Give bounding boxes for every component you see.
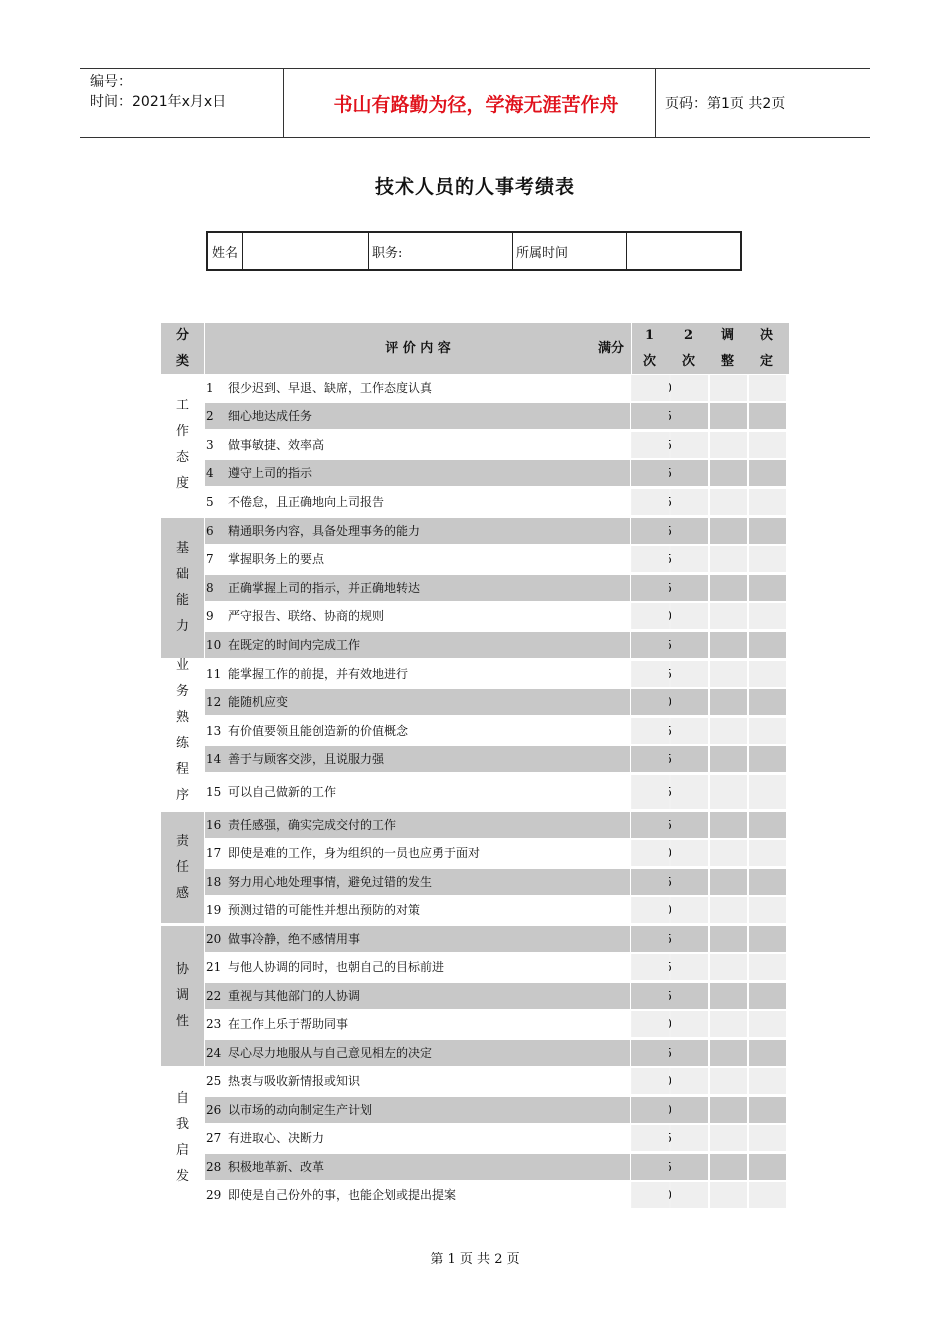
item-number: 18 [205,869,228,895]
category-char: 性 [175,1014,189,1029]
table-row [204,1154,789,1180]
score-second-cell[interactable] [671,1011,708,1037]
score-second-cell[interactable] [671,632,708,658]
item-number: 19 [205,897,228,923]
category-char: 协 [175,962,189,977]
item-text: 与他人协调的同时，也朝自己的目标前进 [227,954,630,980]
score-decision-cell[interactable] [749,518,786,544]
score-second-cell[interactable] [671,926,708,952]
score-second-cell[interactable] [671,746,708,772]
score-first-cell[interactable] [632,869,669,895]
item-number: 14 [205,746,228,772]
score-first-cell[interactable] [632,1040,669,1066]
category-char: 任 [175,859,189,875]
score-first-cell[interactable] [632,897,669,923]
score-second-cell[interactable] [671,1040,708,1066]
item-number: 16 [205,812,228,838]
score-adjust-cell[interactable] [710,718,747,744]
table-row [204,1068,789,1094]
score-second-cell[interactable] [671,489,708,515]
score-second-cell[interactable] [671,575,708,601]
score-adjust-cell[interactable] [710,460,747,486]
score-adjust-cell[interactable] [710,775,747,809]
score-first-cell[interactable] [632,403,669,429]
score-first-cell[interactable] [632,432,669,458]
score-decision-cell[interactable] [749,746,786,772]
table-row [204,460,789,486]
score-second-cell[interactable] [671,812,708,838]
item-number: 7 [205,546,228,572]
header-second: 2 次 [681,328,695,369]
category-cell [161,375,204,515]
header-adjust: 调 整 [720,328,734,369]
score-decision-cell[interactable] [749,840,786,866]
score-adjust-cell[interactable] [710,632,747,658]
item-number: 26 [205,1097,228,1123]
score-adjust-cell[interactable] [710,575,747,601]
header-divider [655,69,656,137]
table-row [204,518,789,544]
table-row [204,746,789,772]
score-decision-cell[interactable] [749,983,786,1009]
score-first-cell[interactable] [632,661,669,687]
score-second-cell[interactable] [671,775,708,809]
category-char: 态 [175,450,189,465]
category-cell [161,1068,204,1208]
score-second-cell[interactable] [671,869,708,895]
score-decision-cell[interactable] [749,1154,786,1180]
table-row [204,432,789,458]
table-row [204,546,789,572]
score-decision-cell[interactable] [749,954,786,980]
score-adjust-cell[interactable] [710,954,747,980]
score-adjust-cell[interactable] [710,840,747,866]
score-first-cell[interactable] [632,460,669,486]
item-text: 即使是自己份外的事，也能企划或提出提案 [227,1182,630,1208]
period-label: 所属时间 [516,245,569,261]
table-row [204,1097,789,1123]
score-first-cell[interactable] [632,926,669,952]
score-decision-cell[interactable] [749,926,786,952]
cell-divider [242,233,243,269]
score-second-cell[interactable] [671,603,708,629]
header-category: 分 类 [161,323,204,374]
header-first: 1 次 [642,328,656,369]
category-char: 程 [175,762,189,777]
category-char: 能 [175,593,189,608]
score-second-cell[interactable] [671,689,708,715]
category-char: 责 [175,833,189,849]
category-char: 感 [175,885,189,901]
table-row [204,575,789,601]
item-text: 在既定的时间内完成工作 [227,632,630,658]
score-second-cell[interactable] [671,460,708,486]
score-decision-cell[interactable] [749,812,786,838]
evaluation-table [161,323,789,1210]
score-first-cell[interactable] [632,603,669,629]
score-first-cell[interactable] [632,775,669,809]
item-text: 掌握职务上的要点 [227,546,630,572]
score-adjust-cell[interactable] [710,812,747,838]
item-text: 热衷与吸收新情报或知识 [227,1068,630,1094]
category-char: 度 [175,476,189,491]
score-first-cell[interactable] [632,1125,669,1151]
item-number: 25 [205,1068,228,1094]
score-decision-cell[interactable] [749,1040,786,1066]
table-row [204,718,789,744]
item-number: 29 [205,1182,228,1208]
score-second-cell[interactable] [671,1154,708,1180]
score-second-cell[interactable] [671,518,708,544]
score-first-cell[interactable] [632,983,669,1009]
score-decision-cell[interactable] [749,632,786,658]
item-text: 精通职务内容，具备处理事务的能力 [227,518,630,544]
category-char: 启 [175,1143,189,1158]
item-text: 遵守上司的指示 [227,460,630,486]
item-text: 善于与顾客交涉，且说服力强 [227,746,630,772]
score-adjust-cell[interactable] [710,1182,747,1208]
score-adjust-cell[interactable] [710,375,747,401]
score-adjust-cell[interactable] [710,518,747,544]
item-text: 预测过错的可能性并想出预防的对策 [227,897,630,923]
table-row [204,926,789,952]
category-char: 力 [175,619,189,634]
header-content: 评 价 内 容 [205,323,631,374]
category-char: 熟 [175,710,189,725]
table-row [204,661,789,687]
item-text: 细心地达成任务 [227,403,630,429]
category-char: 作 [175,424,189,439]
score-decision-cell[interactable] [749,661,786,687]
score-first-cell[interactable] [632,1182,669,1208]
score-second-cell[interactable] [671,1182,708,1208]
item-number: 17 [205,840,228,866]
score-adjust-cell[interactable] [710,897,747,923]
table-row [204,1182,789,1208]
table-row [204,489,789,515]
score-decision-cell[interactable] [749,460,786,486]
item-number: 10 [205,632,228,658]
page-footer: 第 1 页 共 2 页 [430,1252,520,1267]
score-second-cell[interactable] [671,1097,708,1123]
score-second-cell[interactable] [671,954,708,980]
score-decision-cell[interactable] [749,1068,786,1094]
position-field[interactable] [418,233,508,269]
table-row [204,375,789,401]
score-decision-cell[interactable] [749,775,786,809]
score-decision-cell[interactable] [749,1182,786,1208]
item-text: 有价值要领且能创造新的价值概念 [227,718,630,744]
header-decision: 决 定 [759,328,773,369]
item-number: 22 [205,983,228,1009]
table-row [204,1040,789,1066]
score-first-cell[interactable] [632,518,669,544]
score-second-cell[interactable] [671,375,708,401]
item-text: 以市场的动向制定生产计划 [227,1097,630,1123]
item-number: 20 [205,926,228,952]
score-decision-cell[interactable] [749,375,786,401]
cell-divider [368,233,369,269]
score-second-cell[interactable] [671,1068,708,1094]
item-number: 11 [205,661,228,687]
score-first-cell[interactable] [632,575,669,601]
cell-divider [626,233,627,269]
score-adjust-cell[interactable] [710,546,747,572]
score-first-cell[interactable] [632,632,669,658]
score-second-cell[interactable] [671,983,708,1009]
item-text: 责任感强，确实完成交付的工作 [227,812,630,838]
document-header [80,68,870,138]
score-first-cell[interactable] [632,718,669,744]
score-first-cell[interactable] [632,546,669,572]
score-adjust-cell[interactable] [710,689,747,715]
category-char: 调 [175,988,189,1003]
table-row [204,689,789,715]
item-number: 4 [205,460,228,486]
score-first-cell[interactable] [632,375,669,401]
table-row [204,983,789,1009]
score-decision-cell[interactable] [749,603,786,629]
category-char: 务 [175,684,189,699]
score-first-cell[interactable] [632,689,669,715]
item-number: 1 [205,375,228,401]
table-row [204,1125,789,1151]
category-cell [161,926,204,1066]
score-decision-cell[interactable] [749,897,786,923]
item-number: 6 [205,518,228,544]
item-number: 2 [205,403,228,429]
document-title: 技术人员的人事考绩表 [374,176,575,198]
category-char: 业 [175,658,189,673]
item-text: 在工作上乐于帮助同事 [227,1011,630,1037]
score-first-cell[interactable] [632,1097,669,1123]
score-adjust-cell[interactable] [710,1097,747,1123]
score-decision-cell[interactable] [749,489,786,515]
table-row [204,812,789,838]
item-text: 积极地革新、改革 [227,1154,630,1180]
table-row [204,897,789,923]
score-first-cell[interactable] [632,1011,669,1037]
item-text: 做事敏捷、效率高 [227,432,630,458]
score-second-cell[interactable] [671,840,708,866]
item-number: 12 [205,689,228,715]
score-adjust-cell[interactable] [710,403,747,429]
page-code: 页码：第1页 共2页 [665,96,786,112]
header-max: 满分 [597,341,624,356]
item-text: 严守报告、联络、协商的规则 [227,603,630,629]
score-first-cell[interactable] [632,1154,669,1180]
category-cell [161,658,204,803]
item-text: 努力用心地处理事情，避免过错的发生 [227,869,630,895]
category-char: 自 [175,1091,189,1106]
item-text: 尽心尽力地服从与自己意见相左的决定 [227,1040,630,1066]
score-second-cell[interactable] [671,897,708,923]
item-number: 5 [205,489,228,515]
name-label: 姓名 [212,245,239,261]
score-decision-cell[interactable] [749,689,786,715]
item-text: 能随机应变 [227,689,630,715]
item-text: 很少迟到、早退、缺席，工作态度认真 [227,375,630,401]
score-adjust-cell[interactable] [710,869,747,895]
item-number: 13 [205,718,228,744]
cell-divider [512,233,513,269]
item-text: 不倦怠，且正确地向上司报告 [227,489,630,515]
name-field[interactable] [246,233,366,269]
category-char: 工 [175,398,189,413]
score-first-cell[interactable] [632,489,669,515]
item-number: 21 [205,954,228,980]
score-adjust-cell[interactable] [710,1154,747,1180]
position-label: 职务: [372,245,403,261]
score-decision-cell[interactable] [749,575,786,601]
score-second-cell[interactable] [671,403,708,429]
motto: 书山有路勤为径，学海无涯苦作舟 [333,93,619,116]
category-char: 练 [175,736,189,751]
category-char: 发 [175,1169,189,1184]
score-decision-cell[interactable] [749,1125,786,1151]
score-adjust-cell[interactable] [710,603,747,629]
score-second-cell[interactable] [671,1125,708,1151]
table-row [204,403,789,429]
table-row [204,1011,789,1037]
score-first-cell[interactable] [632,1068,669,1094]
item-text: 正确掌握上司的指示，并正确地转达 [227,575,630,601]
period-field[interactable] [630,233,738,269]
score-decision-cell[interactable] [749,718,786,744]
item-text: 能掌握工作的前提，并有效地进行 [227,661,630,687]
score-adjust-cell[interactable] [710,1068,747,1094]
category-char: 序 [175,788,189,803]
score-adjust-cell[interactable] [710,746,747,772]
category-char: 我 [175,1117,189,1132]
category-cell [161,518,204,658]
score-first-cell[interactable] [632,954,669,980]
score-decision-cell[interactable] [749,546,786,572]
score-second-cell[interactable] [671,718,708,744]
table-row [204,632,789,658]
item-text: 重视与其他部门的人协调 [227,983,630,1009]
score-first-cell[interactable] [632,812,669,838]
item-number: 23 [205,1011,228,1037]
score-decision-cell[interactable] [749,1097,786,1123]
item-text: 可以自己做新的工作 [227,775,630,809]
table-row [204,954,789,980]
item-text: 有进取心、决断力 [227,1125,630,1151]
score-adjust-cell[interactable] [710,926,747,952]
date-label: 时间：2021年x月x日 [90,94,227,110]
score-first-cell[interactable] [632,746,669,772]
item-number: 27 [205,1125,228,1151]
item-number: 24 [205,1040,228,1066]
table-row [204,869,789,895]
table-row [204,840,789,866]
score-adjust-cell[interactable] [710,432,747,458]
category-char: 础 [175,567,189,582]
score-decision-cell[interactable] [749,869,786,895]
item-number: 28 [205,1154,228,1180]
score-decision-cell[interactable] [749,403,786,429]
category-cell [161,812,204,923]
score-adjust-cell[interactable] [710,983,747,1009]
score-second-cell[interactable] [671,546,708,572]
score-adjust-cell[interactable] [710,1011,747,1037]
score-first-cell[interactable] [632,840,669,866]
score-decision-cell[interactable] [749,432,786,458]
score-second-cell[interactable] [671,661,708,687]
header-meta [90,72,226,112]
score-decision-cell[interactable] [749,1011,786,1037]
item-number: 3 [205,432,228,458]
score-adjust-cell[interactable] [710,1040,747,1066]
score-adjust-cell[interactable] [710,661,747,687]
score-second-cell[interactable] [671,432,708,458]
item-number: 15 [205,775,228,809]
employee-info-table [206,231,742,271]
category-char: 基 [175,541,189,556]
score-adjust-cell[interactable] [710,1125,747,1151]
item-text: 做事冷静，绝不感情用事 [227,926,630,952]
item-text: 即使是难的工作，身为组织的一员也应勇于面对 [227,840,630,866]
table-row [204,775,789,809]
item-number: 8 [205,575,228,601]
item-number: 9 [205,603,228,629]
table-row [204,603,789,629]
score-adjust-cell[interactable] [710,489,747,515]
code-label: 编号： [90,74,132,90]
